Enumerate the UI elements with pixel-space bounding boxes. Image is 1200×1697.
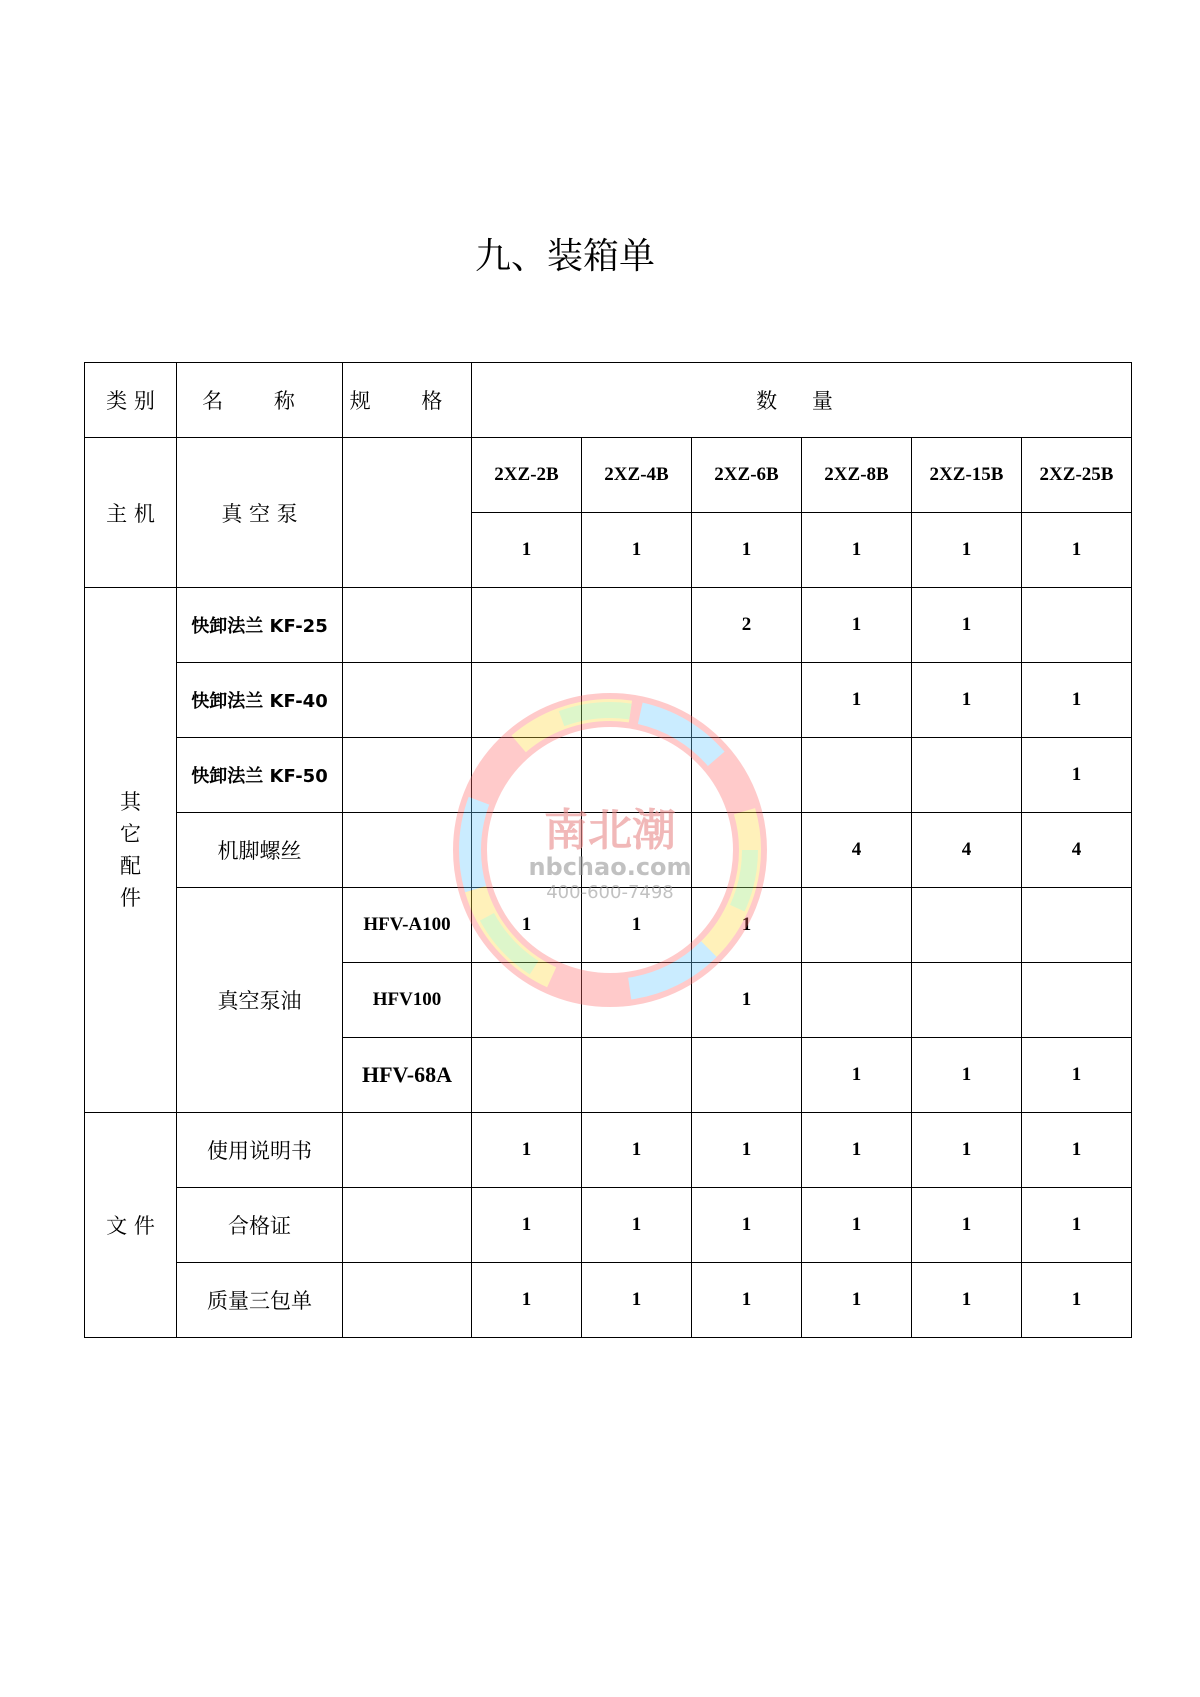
qty-cell xyxy=(472,963,582,1038)
qty-cell: 1 xyxy=(802,513,912,588)
model-header: 2XZ-8B xyxy=(802,438,912,513)
qty-cell: 1 xyxy=(472,1188,582,1263)
item-name: 快卸法兰 KF-50 xyxy=(177,738,343,813)
qty-cell: 1 xyxy=(1022,1113,1132,1188)
qty-cell xyxy=(692,813,802,888)
watermark-phone: 400-600-7498 xyxy=(546,882,674,903)
table-row xyxy=(85,813,1132,888)
qty-cell: 1 xyxy=(582,1188,692,1263)
model-header: 2XZ-2B xyxy=(472,438,582,513)
qty-cell xyxy=(802,963,912,1038)
qty-cell xyxy=(692,663,802,738)
qty-cell: 1 xyxy=(472,1263,582,1338)
qty-cell: 1 xyxy=(692,513,802,588)
table-row xyxy=(85,1113,1132,1188)
table-row xyxy=(85,663,1132,738)
qty-cell: 1 xyxy=(912,1038,1022,1113)
qty-cell xyxy=(1022,588,1132,663)
item-name: 快卸法兰 KF-25 xyxy=(177,588,343,663)
qty-cell: 1 xyxy=(802,588,912,663)
table-row xyxy=(85,1188,1132,1263)
header-quantity: 数 量 xyxy=(472,363,1132,438)
qty-cell xyxy=(582,663,692,738)
qty-cell: 1 xyxy=(472,513,582,588)
qty-cell xyxy=(802,738,912,813)
spec-cell xyxy=(343,663,472,738)
qty-cell: 1 xyxy=(912,588,1022,663)
qty-cell: 1 xyxy=(1022,1038,1132,1113)
qty-cell: 1 xyxy=(802,663,912,738)
category-accessories xyxy=(85,588,177,1113)
spec-cell xyxy=(343,813,472,888)
qty-cell: 4 xyxy=(1022,813,1132,888)
qty-cell: 1 xyxy=(802,1038,912,1113)
category-documents: 文 件 xyxy=(85,1113,177,1338)
qty-cell xyxy=(912,963,1022,1038)
qty-cell xyxy=(472,663,582,738)
qty-cell: 1 xyxy=(472,1113,582,1188)
qty-cell: 4 xyxy=(802,813,912,888)
qty-cell: 2 xyxy=(692,588,802,663)
qty-cell xyxy=(472,738,582,813)
models-row xyxy=(85,438,1132,513)
qty-cell xyxy=(582,813,692,888)
item-name: 机脚螺丝 xyxy=(177,813,343,888)
qty-cell xyxy=(472,1038,582,1113)
packing-list-table xyxy=(84,362,1132,1338)
qty-cell xyxy=(1022,963,1132,1038)
qty-cell: 1 xyxy=(582,888,692,963)
qty-cell: 4 xyxy=(912,813,1022,888)
qty-cell: 1 xyxy=(912,513,1022,588)
header-category: 类 别 xyxy=(85,363,177,438)
watermark-brand: 南北潮 xyxy=(544,805,676,856)
qty-cell xyxy=(582,963,692,1038)
item-name: 质量三包单 xyxy=(177,1263,343,1338)
name-vacuum-pump: 真 空 泵 xyxy=(177,438,343,588)
qty-cell: 1 xyxy=(912,1263,1022,1338)
category-char: 件 xyxy=(120,886,141,910)
qty-cell: 1 xyxy=(582,1113,692,1188)
qty-cell xyxy=(802,888,912,963)
category-char: 配 xyxy=(120,854,141,878)
item-name: 使用说明书 xyxy=(177,1113,343,1188)
table-row xyxy=(85,588,1132,663)
model-header: 2XZ-15B xyxy=(912,438,1022,513)
qty-cell: 1 xyxy=(802,1113,912,1188)
qty-cell xyxy=(1022,888,1132,963)
qty-cell: 1 xyxy=(582,513,692,588)
qty-cell xyxy=(582,738,692,813)
spec-cell xyxy=(343,738,472,813)
watermark-site: nbchao.com xyxy=(528,853,692,881)
qty-cell xyxy=(912,738,1022,813)
category-char: 其 xyxy=(120,790,141,814)
model-header: 2XZ-25B xyxy=(1022,438,1132,513)
header-row xyxy=(85,363,1132,438)
spec-cell: HFV-68A xyxy=(343,1038,472,1113)
model-header: 2XZ-6B xyxy=(692,438,802,513)
model-header: 2XZ-4B xyxy=(582,438,692,513)
qty-cell: 1 xyxy=(692,963,802,1038)
qty-cell xyxy=(582,1038,692,1113)
qty-cell xyxy=(472,588,582,663)
qty-cell: 1 xyxy=(1022,1188,1132,1263)
category-main: 主 机 xyxy=(85,438,177,588)
item-name: 快卸法兰 KF-40 xyxy=(177,663,343,738)
header-spec: 规 格 xyxy=(343,363,472,438)
qty-cell xyxy=(692,738,802,813)
qty-cell: 1 xyxy=(692,1188,802,1263)
qty-cell xyxy=(472,813,582,888)
qty-cell: 1 xyxy=(472,888,582,963)
qty-cell: 1 xyxy=(692,1113,802,1188)
spec-cell xyxy=(343,588,472,663)
qty-cell xyxy=(582,588,692,663)
page-title: 九、装箱单 xyxy=(474,236,655,277)
spec-cell: HFV100 xyxy=(343,963,472,1038)
spec-cell xyxy=(343,1113,472,1188)
qty-cell: 1 xyxy=(912,1113,1022,1188)
qty-cell: 1 xyxy=(692,888,802,963)
qty-cell xyxy=(692,1038,802,1113)
qty-cell xyxy=(912,888,1022,963)
spec-cell: HFV-A100 xyxy=(343,888,472,963)
qty-cell: 1 xyxy=(802,1263,912,1338)
table-row xyxy=(85,1263,1132,1338)
qty-cell: 1 xyxy=(1022,738,1132,813)
qty-cell: 1 xyxy=(912,663,1022,738)
qty-cell: 1 xyxy=(1022,513,1132,588)
table-row xyxy=(85,738,1132,813)
item-name: 合格证 xyxy=(177,1188,343,1263)
spec-cell xyxy=(343,1263,472,1338)
spec-empty xyxy=(343,438,472,588)
header-name: 名 称 xyxy=(177,363,343,438)
qty-cell: 1 xyxy=(692,1263,802,1338)
qty-cell: 1 xyxy=(1022,1263,1132,1338)
qty-cell: 1 xyxy=(1022,663,1132,738)
table-row xyxy=(85,888,1132,963)
item-name: 真空泵油 xyxy=(177,888,343,1113)
qty-cell: 1 xyxy=(912,1188,1022,1263)
spec-cell xyxy=(343,1188,472,1263)
qty-cell: 1 xyxy=(582,1263,692,1338)
category-char: 它 xyxy=(120,822,141,846)
qty-cell: 1 xyxy=(802,1188,912,1263)
